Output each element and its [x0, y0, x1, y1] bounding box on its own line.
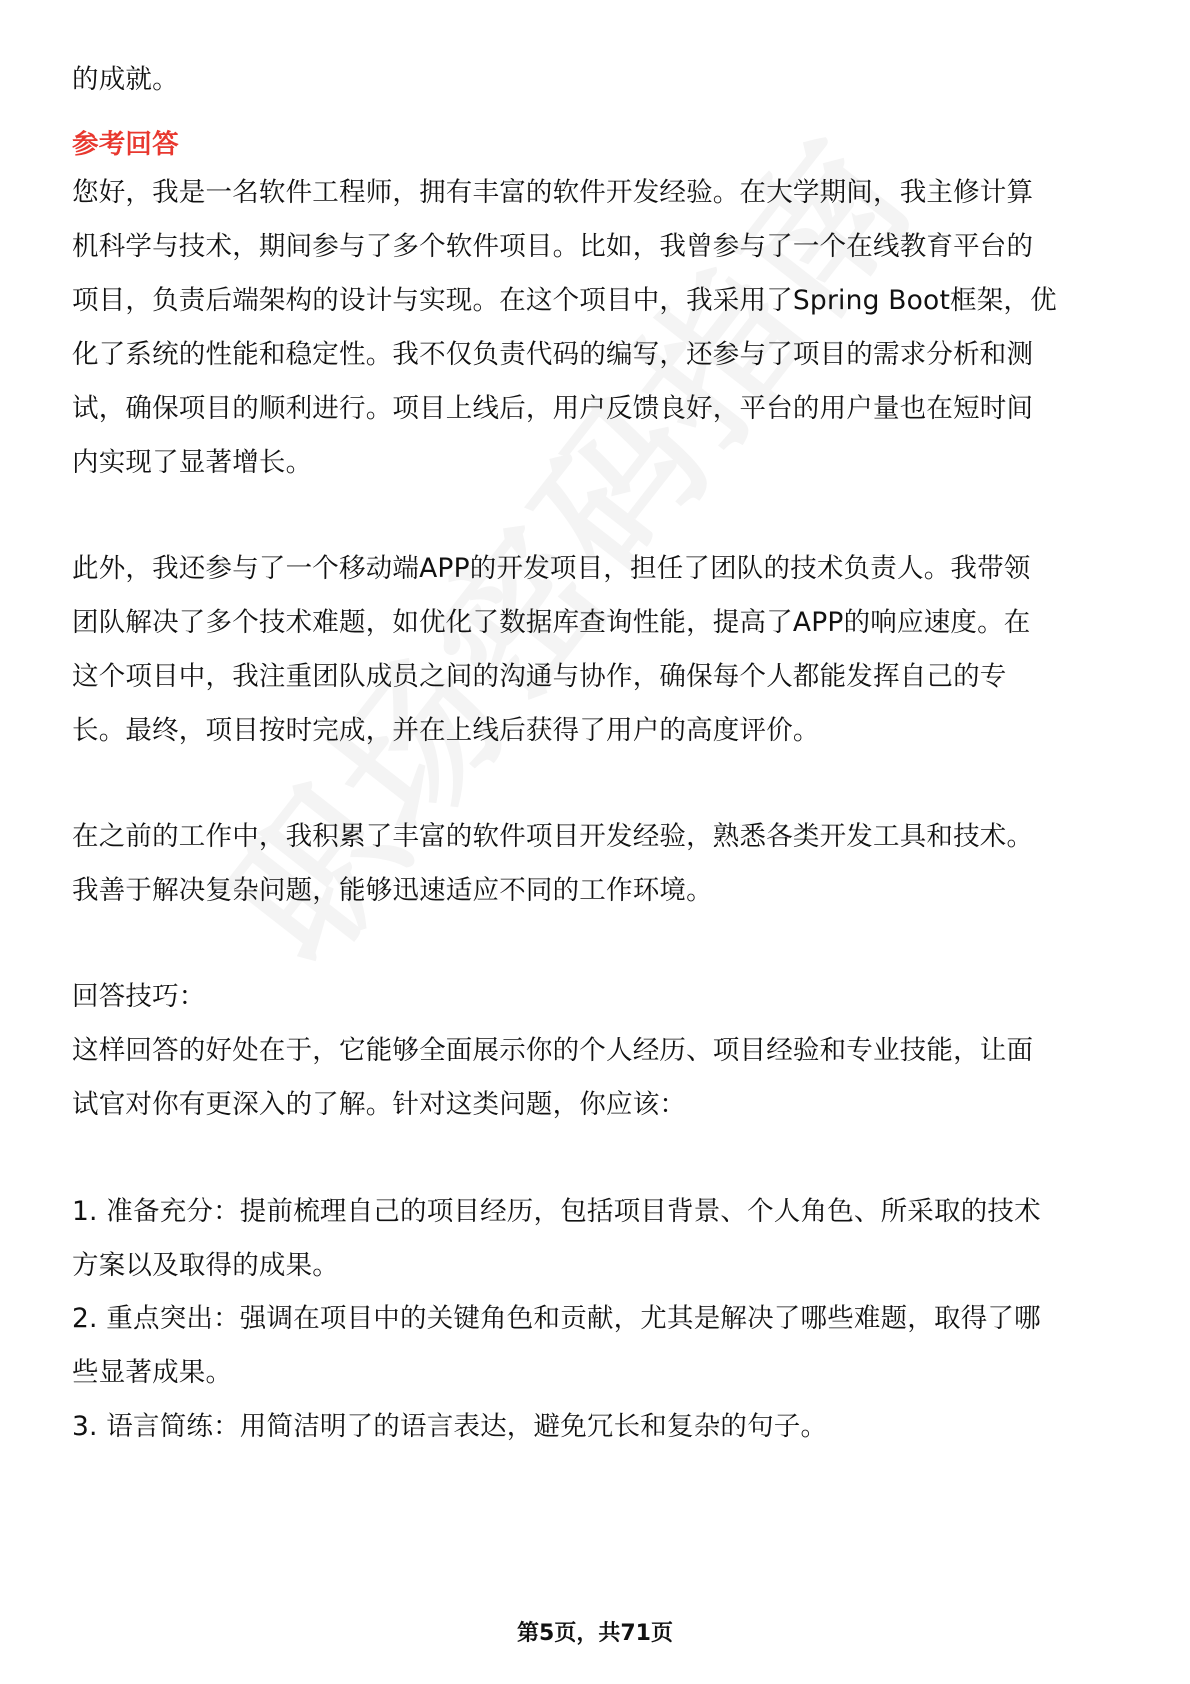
reference-answer-heading: 参考回答 [72, 129, 179, 160]
tips-intro-line: 试官对你有更深入的了解。针对这类问题，你应该： [72, 1089, 687, 1120]
answer-para3-line: 在之前的工作中，我积累了丰富的软件项目开发经验，熟悉各类开发工具和技术。 [72, 821, 1034, 852]
answer-para1-line: 您好，我是一名软件工程师，拥有丰富的软件开发经验。在大学期间，我主修计算 [72, 177, 1034, 208]
tips-item-line: 方案以及取得的成果。 [72, 1250, 339, 1281]
answer-para1-line: 内实现了显著增长。 [72, 447, 313, 478]
answer-para3-line: 我善于解决复杂问题，能够迅速适应不同的工作环境。 [72, 875, 713, 906]
intro-tail-text: 的成就。 [72, 64, 179, 95]
tips-item-line: 些显著成果。 [72, 1357, 233, 1388]
watermark [170, 85, 955, 1000]
answer-para2-line: 长。最终，项目按时完成，并在上线后获得了用户的高度评价。 [72, 715, 820, 746]
tips-item-line: 1. 准备充分：提前梳理自己的项目经历，包括项目背景、个人角色、所采取的技术 [72, 1196, 1041, 1227]
answer-para1-line: 化了系统的性能和稳定性。我不仅负责代码的编写，还参与了项目的需求分析和测 [72, 339, 1034, 370]
answer-para2-line: 此外，我还参与了一个移动端APP的开发项目，担任了团队的技术负责人。我带领 [72, 553, 1031, 584]
answer-para2-line: 这个项目中，我注重团队成员之间的沟通与协作，确保每个人都能发挥自己的专 [72, 661, 1007, 692]
answer-para1-line: 机科学与技术，期间参与了多个软件项目。比如，我曾参与了一个在线教育平台的 [72, 231, 1034, 262]
tips-intro-line: 这样回答的好处在于，它能够全面展示你的个人经历、项目经验和专业技能，让面 [72, 1035, 1034, 1066]
answer-para2-line: 团队解决了多个技术难题，如优化了数据库查询性能，提高了APP的响应速度。在 [72, 607, 1031, 638]
tips-heading: 回答技巧： [72, 981, 206, 1012]
answer-para1-line: 试，确保项目的顺利进行。项目上线后，用户反馈良好，平台的用户量也在短时间 [72, 393, 1034, 424]
page-number-footer: 第5页，共71页 [517, 1621, 673, 1646]
tips-item-line: 3. 语言简练：用简洁明了的语言表达，避免冗长和复杂的句子。 [72, 1411, 828, 1442]
tips-item-line: 2. 重点突出：强调在项目中的关键角色和贡献，尤其是解决了哪些难题，取得了哪 [72, 1303, 1041, 1334]
answer-para1-line: 项目，负责后端架构的设计与实现。在这个项目中，我采用了Spring Boot框架，优 [72, 285, 1057, 316]
